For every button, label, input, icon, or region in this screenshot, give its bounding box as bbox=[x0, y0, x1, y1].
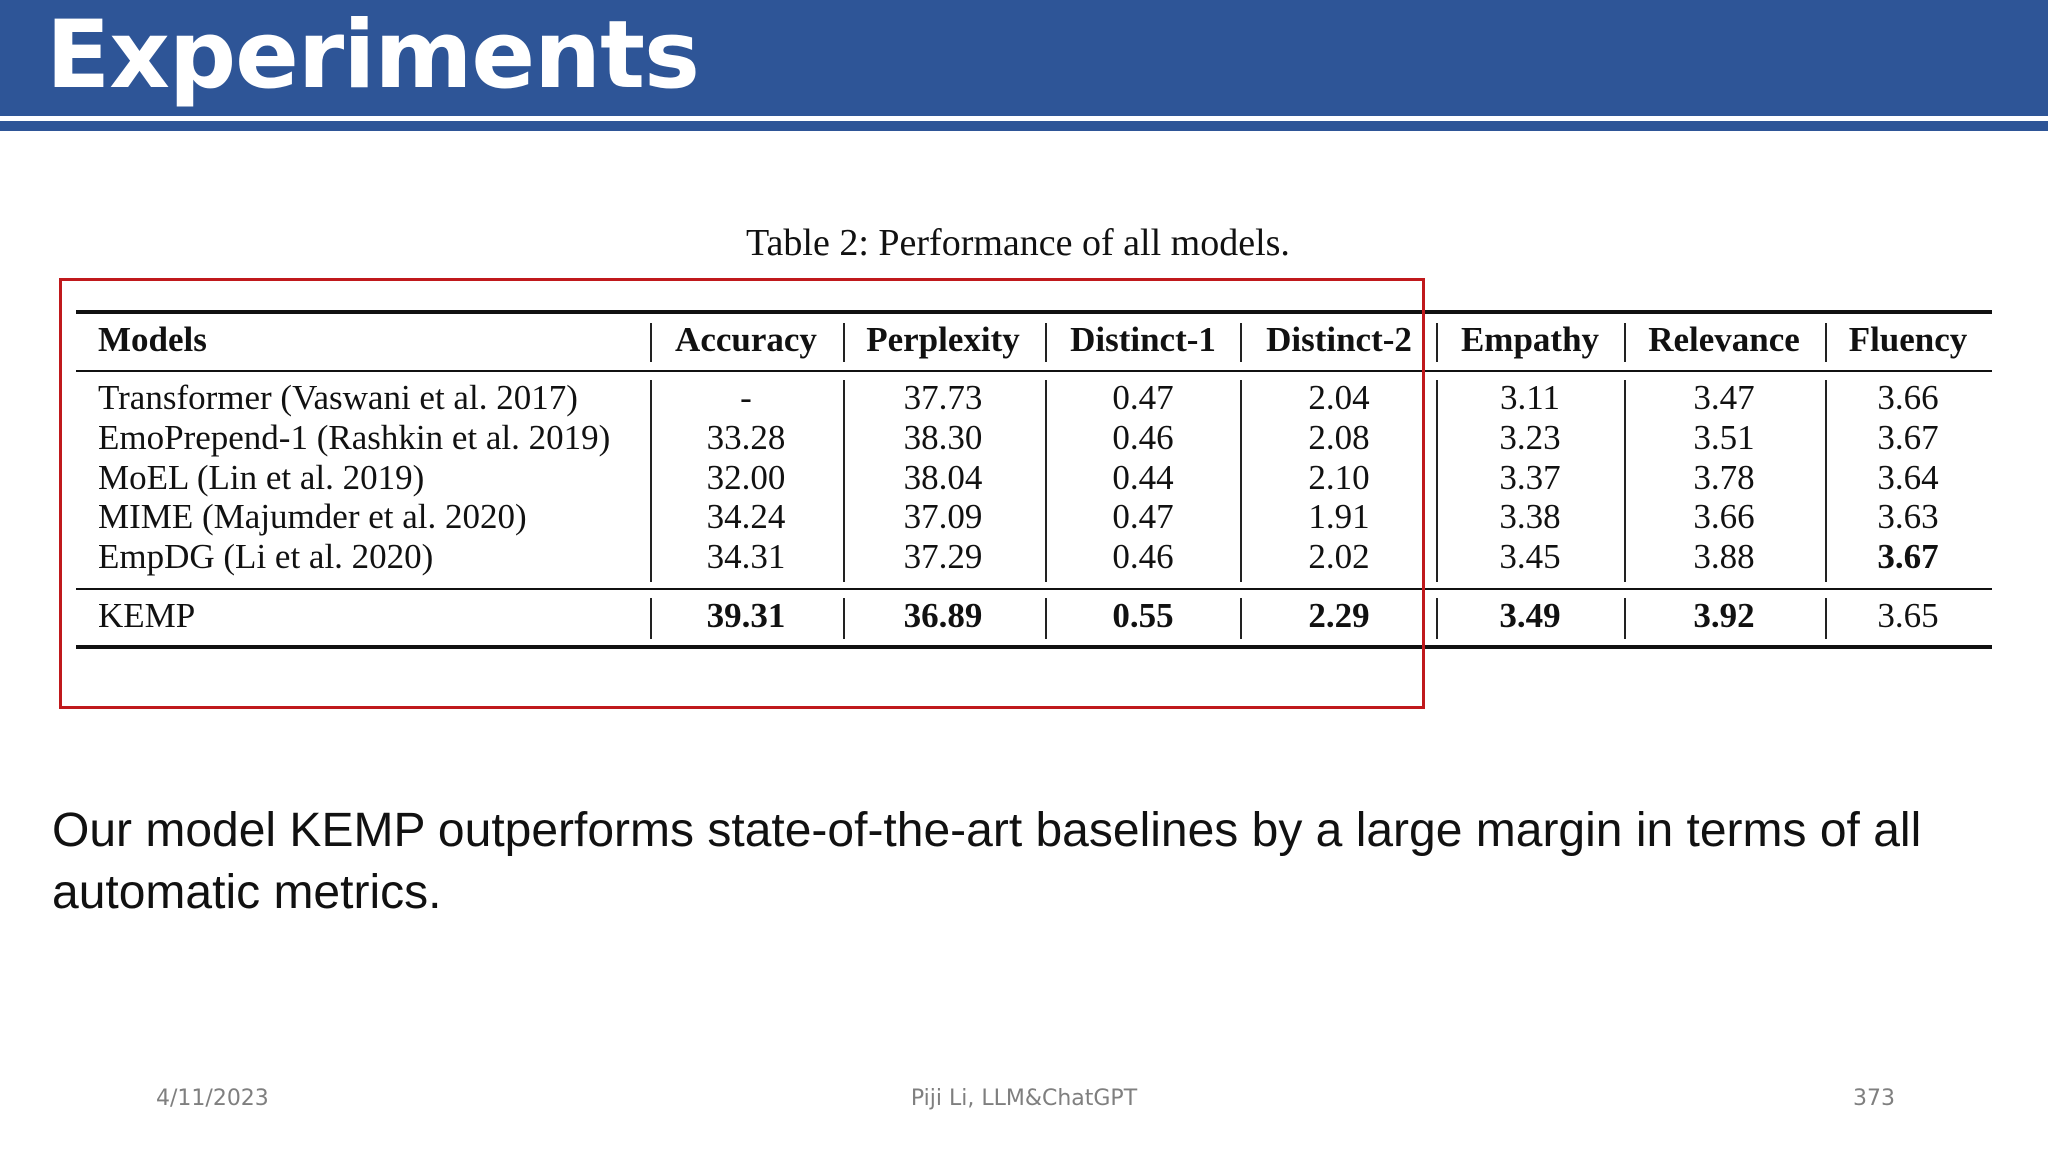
table-cell: 34.24 bbox=[706, 497, 786, 536]
table-cell: 37.73 bbox=[903, 378, 983, 417]
table-cell: 3.78 bbox=[1693, 458, 1755, 497]
table-cell: 3.67 bbox=[1877, 418, 1939, 457]
column-divider bbox=[1436, 598, 1438, 639]
column-header-5: Empathy bbox=[1460, 320, 1600, 359]
table-cell: 0.47 bbox=[1112, 378, 1174, 417]
footer-page-number: 373 bbox=[1853, 1086, 1895, 1111]
table-row-model-name: Transformer (Vaswani et al. 2017) bbox=[98, 378, 578, 417]
final-row-cell: 0.55 bbox=[1112, 596, 1174, 635]
final-row-cell: 3.49 bbox=[1499, 596, 1561, 635]
column-divider bbox=[1825, 598, 1827, 639]
table-cell: 3.11 bbox=[1500, 378, 1560, 417]
table-cell: 3.63 bbox=[1877, 497, 1939, 536]
footer-author: Piji Li, LLM&ChatGPT bbox=[910, 1086, 1138, 1111]
column-divider bbox=[1624, 380, 1626, 582]
table-cell: - bbox=[740, 378, 752, 417]
table-cell: 3.51 bbox=[1693, 418, 1755, 457]
table-cell: 38.04 bbox=[903, 458, 983, 497]
table-caption: Table 2: Performance of all models. bbox=[746, 222, 1290, 264]
table-cell: 0.44 bbox=[1112, 458, 1174, 497]
highlight-box bbox=[59, 278, 1425, 709]
table-cell: 3.66 bbox=[1693, 497, 1755, 536]
column-header-1: Accuracy bbox=[675, 320, 817, 359]
final-row-cell: 39.31 bbox=[706, 596, 786, 635]
table-row-model-name: EmoPrepend-1 (Rashkin et al. 2019) bbox=[98, 418, 611, 457]
summary-text: Our model KEMP outperforms state-of-the-art baselines by a large margin in terms of all automatic metrics. bbox=[52, 804, 1922, 919]
column-header-2: Perplexity bbox=[866, 320, 1020, 359]
table-cell: 2.10 bbox=[1308, 458, 1370, 497]
column-divider bbox=[1624, 323, 1626, 362]
table-cell: 3.37 bbox=[1499, 458, 1561, 497]
table-cell: 33.28 bbox=[706, 418, 786, 457]
table-cell: 0.46 bbox=[1112, 537, 1174, 576]
table-cell: 3.47 bbox=[1693, 378, 1755, 417]
final-row-cell: 3.92 bbox=[1693, 596, 1755, 635]
footer-date: 4/11/2023 bbox=[156, 1086, 269, 1111]
table-cell: 2.08 bbox=[1308, 418, 1370, 457]
column-header-4: Distinct-2 bbox=[1266, 320, 1412, 359]
table-cell: 2.02 bbox=[1308, 537, 1370, 576]
column-header-7: Fluency bbox=[1848, 320, 1968, 359]
column-divider bbox=[1436, 380, 1438, 582]
column-divider bbox=[1436, 323, 1438, 362]
column-divider bbox=[1624, 598, 1626, 639]
table-cell: 3.23 bbox=[1499, 418, 1561, 457]
column-divider bbox=[1825, 380, 1827, 582]
final-row-cell: 3.65 bbox=[1877, 596, 1939, 635]
final-row-cell: 36.89 bbox=[903, 596, 983, 635]
table-cell: 3.67 bbox=[1877, 537, 1939, 576]
table-cell: 3.64 bbox=[1877, 458, 1939, 497]
column-header-3: Distinct-1 bbox=[1070, 320, 1216, 359]
table-cell: 38.30 bbox=[903, 418, 983, 457]
table-cell: 1.91 bbox=[1308, 497, 1370, 536]
column-divider bbox=[1825, 323, 1827, 362]
table-cell: 3.66 bbox=[1877, 378, 1939, 417]
header-underline bbox=[0, 121, 2048, 131]
table-row-model-name: MIME (Majumder et al. 2020) bbox=[98, 497, 527, 536]
table-row-model-name: MoEL (Lin et al. 2019) bbox=[98, 458, 425, 497]
table-cell: 0.46 bbox=[1112, 418, 1174, 457]
table-cell: 3.45 bbox=[1499, 537, 1561, 576]
table-cell: 32.00 bbox=[706, 458, 786, 497]
column-header-6: Relevance bbox=[1648, 320, 1800, 359]
table-cell: 37.29 bbox=[903, 537, 983, 576]
table-row-model-name: EmpDG (Li et al. 2020) bbox=[98, 537, 434, 576]
table-cell: 0.47 bbox=[1112, 497, 1174, 536]
table-cell: 34.31 bbox=[706, 537, 786, 576]
table-cell: 3.88 bbox=[1693, 537, 1755, 576]
table-cell: 3.38 bbox=[1499, 497, 1561, 536]
final-row-cell: 2.29 bbox=[1308, 596, 1370, 635]
header-bar bbox=[0, 0, 2048, 116]
table-cell: 2.04 bbox=[1308, 378, 1370, 417]
slide-title: Experiments bbox=[46, 1, 699, 110]
table-cell: 37.09 bbox=[903, 497, 983, 536]
column-header-0: Models bbox=[98, 320, 207, 359]
final-row-model-name: KEMP bbox=[98, 596, 196, 635]
